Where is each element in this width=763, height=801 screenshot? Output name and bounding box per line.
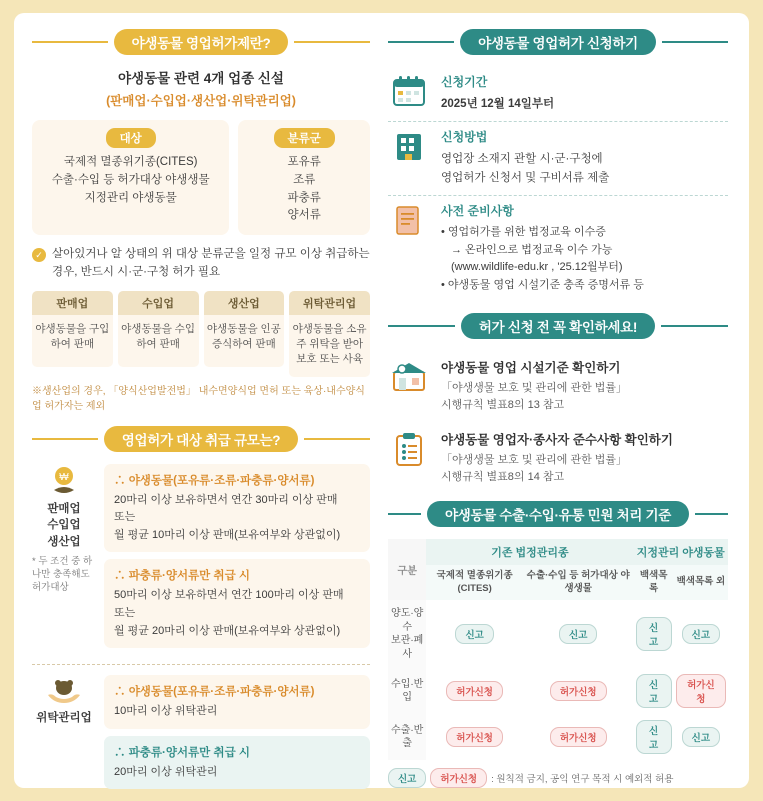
check-item-facility-body — [441, 358, 728, 414]
table-head-row-1 — [388, 539, 728, 565]
business-type-sales-body: 야생동물을 구입하여 판매 — [32, 315, 113, 367]
scale-body-2 — [104, 675, 370, 796]
apply-item-method — [388, 122, 728, 195]
table-row — [388, 714, 728, 760]
cell-r1c2 — [523, 600, 634, 668]
group-box — [238, 120, 370, 235]
production-exception-note: ※생산업의 경우, 「양식산업발전법」 내수면양식업 면허 또는 육상·내수양식업 허가자는 제외 — [32, 385, 365, 412]
table-body — [388, 600, 728, 760]
tag-singo: 신고 — [559, 624, 597, 644]
document-icon — [388, 202, 430, 294]
apply-prep-line-2: → 온라인으로 법정교육 이수 가능 — [451, 243, 613, 256]
check-item-compliance-body — [441, 430, 728, 486]
scale-card-1b-or: 또는 — [114, 606, 136, 619]
business-type-import-body: 야생동물을 수입하여 판매 — [118, 315, 199, 367]
scale-card-1a — [104, 464, 370, 553]
group-line-2: 조류 — [293, 173, 316, 186]
right-column — [388, 29, 728, 786]
cell-r3c4 — [674, 714, 728, 760]
table-sub-header-4: 백색목록 외 — [674, 565, 728, 601]
svg-text:₩: ₩ — [59, 471, 69, 483]
row-label-export: 수출·반출 — [388, 714, 426, 760]
cell-r3c2 — [523, 714, 634, 760]
tag-singo: 신고 — [636, 720, 672, 754]
check-item-compliance — [388, 423, 728, 495]
group-line-4: 양서류 — [287, 209, 321, 222]
scale-card-2a-line1: 10마리 이상 위탁관리 — [114, 705, 218, 718]
table-row — [388, 668, 728, 714]
building-icon — [388, 128, 430, 187]
business-type-sales — [32, 291, 113, 377]
check-item-facility — [388, 351, 728, 423]
scale-card-1a-or: 또는 — [114, 511, 136, 524]
apply-method-title: 신청방법 — [441, 130, 488, 145]
rule-left-2 — [32, 438, 98, 440]
rule-left — [32, 41, 108, 43]
table-group-header-1: 기존 법정관리종 — [426, 539, 633, 565]
cell-r2c1 — [426, 668, 523, 714]
scale-label-1: 판매업 수입업 생산업 — [47, 502, 81, 548]
scale-row-custody — [32, 675, 370, 796]
row-label-import: 수입·반입 — [388, 668, 426, 714]
legend-tag-heoga: 허가신청 — [430, 768, 487, 788]
infographic-page — [14, 13, 749, 788]
check-compliance-title: 야생동물 영업자·종사자 준수사항 확인하기 — [441, 432, 673, 447]
tag-singo: 신고 — [636, 617, 672, 651]
cell-r3c3 — [634, 714, 674, 760]
target-line-3: 지정관리 야생동물 — [84, 191, 177, 204]
check-facility-line-2: 시행규칙 별표8의 13 참고 — [441, 398, 565, 411]
scale-icon-block-2 — [32, 675, 96, 727]
scale-card-2b — [104, 736, 370, 790]
legend-text: : 원칙적 금지, 공익 연구 목적 시 예외적 허용 — [491, 774, 674, 786]
processing-standards-table — [388, 539, 728, 761]
apply-item-period-body — [441, 73, 728, 113]
rule-left-4 — [388, 325, 455, 327]
table-legend — [388, 768, 728, 788]
heading-apply-label: 야생동물 영업허가 신청하기 — [460, 29, 656, 55]
target-line-1: 국제적 멸종위기종(CITES) — [63, 156, 198, 168]
row-label-transfer: 양도·양수 보관·폐사 — [388, 600, 426, 668]
heading-table-label: 야생동물 수출·수입·유통 민원 처리 기준 — [427, 501, 689, 527]
apply-item-prep — [388, 196, 728, 302]
tag-heoga: 허가신청 — [446, 681, 503, 701]
table-head — [388, 539, 728, 601]
rule-right-2 — [304, 438, 370, 440]
scale-card-1b-line1: 50마리 이상 보유하면서 연간 100마리 이상 판매 — [114, 589, 344, 602]
check-compliance-line-1: 「야생생물 보호 및 관리에 관한 법률」 — [441, 453, 628, 466]
apply-prep-line-4: • 야생동물 영업 시설기준 충족 증명서류 등 — [441, 278, 644, 291]
tag-singo: 신고 — [636, 674, 672, 708]
section-heading-check — [388, 313, 728, 339]
target-line-2: 수출·수입 등 허가대상 야생생물 — [51, 173, 210, 186]
group-line-1: 포유류 — [287, 156, 321, 168]
table-sub-header-3: 백색목록 — [634, 565, 674, 601]
check-facility-line-1: 「야생생물 보호 및 관리에 관한 법률」 — [441, 381, 628, 394]
section-heading-about — [32, 29, 370, 55]
scale-card-2b-line1: 20마리 이상 위탁관리 — [114, 765, 218, 778]
rule-right-4 — [661, 325, 728, 327]
apply-period-title: 신청기간 — [441, 75, 488, 89]
tag-heoga: 허가신청 — [446, 727, 503, 747]
requirement-note — [32, 246, 370, 282]
tag-singo: 신고 — [455, 624, 493, 644]
apply-prep-line-1: • 영업허가를 위한 법정교육 이수증 — [441, 226, 606, 239]
business-type-production — [204, 291, 285, 377]
business-type-custody-body: 야생동물을 소유주 위탁을 받아 보호 또는 사육 — [289, 315, 370, 377]
check-compliance-line-2: 시행규칙 별표8의 14 참고 — [441, 470, 565, 483]
scale-card-1b — [104, 559, 370, 648]
scale-card-2a — [104, 675, 370, 729]
scale-sub-1: * 두 조건 중 하나만 충족해도 허가대상 — [32, 555, 93, 594]
scale-card-1a-line1: 20마리 이상 보유하면서 연간 30마리 이상 판매 — [114, 493, 338, 506]
left-column — [32, 29, 370, 778]
business-type-custody — [289, 291, 370, 377]
rule-right-5 — [695, 513, 728, 515]
apply-method-line-1: 영업장 소재지 관할 시·군·구청에 — [441, 153, 603, 166]
scale-label-2: 위탁관리업 — [36, 712, 92, 725]
lead-subtext: (판매업·수입업·생산업·위탁관리업) — [106, 94, 296, 108]
clipboard-icon — [388, 430, 430, 468]
apply-method-line-2: 영업허가 신청서 및 구비서류 제출 — [441, 171, 610, 184]
cell-r2c4 — [674, 668, 728, 714]
cell-r3c1 — [426, 714, 523, 760]
business-type-custody-head: 위탁관리업 — [289, 291, 370, 315]
rule-left-5 — [388, 513, 421, 515]
heading-check-label: 허가 신청 전 꼭 확인하세요! — [461, 313, 655, 339]
lead-text: 야생동물 관련 4개 업종 신설 — [118, 71, 284, 86]
table-row — [388, 600, 728, 668]
facility-icon — [388, 358, 430, 394]
target-box — [32, 120, 229, 235]
apply-item-period — [388, 67, 728, 121]
rule-right — [294, 41, 370, 43]
hands-animal-icon — [32, 675, 96, 707]
business-type-production-head: 생산업 — [204, 291, 285, 315]
section-heading-table — [388, 501, 728, 527]
apply-item-prep-body — [441, 202, 728, 294]
heading-scale-label: 영업허가 대상 취급 규모는? — [104, 426, 298, 452]
table-sub-header-1: 국제적 멸종위기종(CITES) — [426, 565, 523, 601]
table-sub-header-2: 수출·수입 등 허가대상 야생생물 — [523, 565, 634, 601]
check-icon: ✓ — [32, 248, 46, 262]
calendar-icon — [388, 73, 430, 113]
section-heading-scale — [32, 426, 370, 452]
scale-card-2b-title: ∴ 파충류·양서류만 취급 시 — [114, 746, 251, 759]
heading-about-label: 야생동물 영업허가제란? — [114, 29, 289, 55]
cell-r2c2 — [523, 668, 634, 714]
tag-heoga: 허가신청 — [550, 681, 607, 701]
apply-item-method-body — [441, 128, 728, 187]
check-facility-title: 야생동물 영업 시설기준 확인하기 — [441, 360, 621, 375]
scale-card-1b-line2: 월 평균 20마리 이상 판매(보유여부와 상관없이) — [114, 624, 341, 637]
group-line-3: 파충류 — [287, 191, 321, 204]
business-types — [32, 291, 370, 377]
table-corner-header: 구분 — [388, 539, 426, 601]
scale-body-1 — [104, 464, 370, 656]
scale-icon-block-1 — [32, 464, 96, 595]
rule-right-3 — [662, 41, 728, 43]
tag-singo: 신고 — [682, 727, 720, 747]
business-type-production-body: 야생동물을 인공증식하여 판매 — [204, 315, 285, 367]
section-heading-apply — [388, 29, 728, 55]
cell-r2c3 — [634, 668, 674, 714]
legend-tag-singo: 신고 — [388, 768, 426, 788]
scale-card-1b-title: ∴ 파충류·양서류만 취급 시 — [114, 570, 251, 583]
cell-r1c3 — [634, 600, 674, 668]
table-head-row-2 — [388, 565, 728, 601]
scale-row-sales — [32, 464, 370, 656]
requirement-note-text: 살아있거나 알 상태의 위 대상 분류군을 일정 규모 이상 취급하는 경우, 반드시 시·군·구청 허가 필요 — [52, 248, 370, 279]
apply-period-line-1: 2025년 12월 14일부터 — [441, 98, 555, 110]
scale-card-2a-title: ∴ 야생동물(포유류·조류·파충류·양서류) — [114, 686, 315, 699]
cell-r1c4 — [674, 600, 728, 668]
target-box-title: 대상 — [106, 128, 156, 148]
target-group-boxes — [32, 120, 370, 235]
group-box-title: 분류군 — [274, 128, 335, 148]
apply-prep-title: 사전 준비사항 — [441, 204, 514, 219]
rule-left-3 — [388, 41, 454, 43]
apply-prep-line-3: (www.wildlife-edu.kr , '25.12월부터) — [451, 261, 623, 274]
scale-card-1a-line2: 월 평균 10마리 이상 판매(보유여부와 상관없이) — [114, 528, 341, 541]
scale-divider — [32, 664, 370, 665]
tag-heoga: 허가신청 — [550, 727, 607, 747]
business-type-import-head: 수입업 — [118, 291, 199, 315]
tag-singo: 신고 — [682, 624, 720, 644]
business-type-import — [118, 291, 199, 377]
cell-r1c1 — [426, 600, 523, 668]
business-type-sales-head: 판매업 — [32, 291, 113, 315]
scale-card-1a-title: ∴ 야생동물(포유류·조류·파충류·양서류) — [114, 474, 315, 487]
money-animal-icon — [32, 464, 96, 498]
tag-heoga: 허가신청 — [676, 674, 726, 708]
table-group-header-2: 지정관리 야생동물 — [634, 539, 728, 565]
